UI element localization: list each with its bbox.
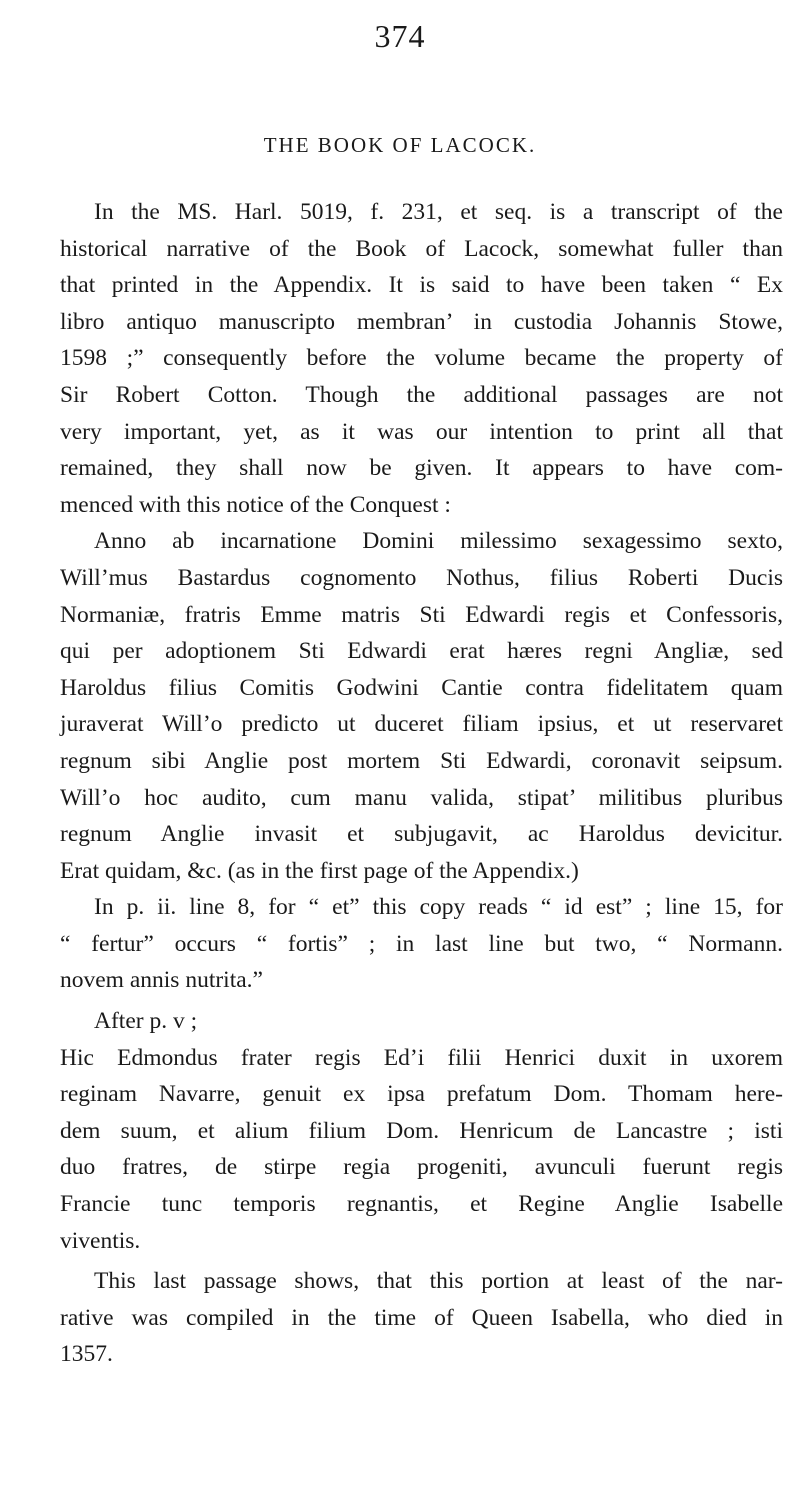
- paragraph-latin-edmondus: [26, 1040, 783, 1260]
- text-line: regnum Anglie invasit et subjugavit, ac Haroldus devicitur.: [60, 821, 783, 848]
- text-line: 1598 ;” consequently before the volume became the property of: [60, 345, 783, 372]
- text-line: viventis.: [60, 1227, 141, 1254]
- text-line: historical narrative of the Book of Lacock, somewhat fuller than: [60, 235, 783, 262]
- text-line: rative was compiled in the time of Queen Isabella, who died in: [60, 1304, 783, 1331]
- text-line: dem suum, et alium filium Dom. Henricum de Lancastre ; isti: [60, 1117, 783, 1144]
- text-line: Erat quidam, &c. (as in the first page of the Appendix.): [60, 857, 579, 884]
- paragraph-intro: [26, 194, 783, 523]
- body-text: [26, 194, 783, 1373]
- text-line: menced with this notice of the Conquest :: [60, 491, 451, 518]
- paragraph-latin-conquest: [26, 523, 783, 889]
- text-line: Will’mus Bastardus cognomento Nothus, filius Roberti Ducis: [60, 564, 783, 591]
- text-line: regnum sibi Anglie post mortem Sti Edwardi, coronavit seipsum.: [60, 747, 783, 774]
- text-line: Haroldus filius Comitis Godwini Cantie contra fidelitatem quam: [60, 674, 783, 701]
- text-line: This last passage shows, that this portion at least of the nar-: [94, 1268, 783, 1295]
- text-line: Will’o hoc audito, cum manu valida, stipat’ militibus pluribus: [60, 784, 783, 811]
- text-line: After p. v ;: [94, 1008, 198, 1035]
- paragraph-conclusion: [26, 1263, 783, 1373]
- text-line: libro antiquo manuscripto membran’ in custodia Johannis Stowe,: [60, 308, 783, 335]
- text-line: Normaniæ, fratris Emme matris Sti Edwardi regis et Confessoris,: [60, 601, 783, 628]
- text-line: Francie tunc temporis regnantis, et Regine Anglie Isabelle: [60, 1191, 783, 1218]
- text-line: “ fertur” occurs “ fortis” ; in last line but two, “ Normann.: [60, 930, 783, 957]
- text-line: that printed in the Appendix. It is said to have been taken “ Ex: [60, 272, 783, 299]
- text-line: Sir Robert Cotton. Though the additional passages are not: [60, 381, 783, 408]
- paragraph-variants: [26, 889, 783, 999]
- text-line: Hic Edmondus frater regis Ed’i filii Henrici duxit in uxorem: [60, 1044, 783, 1071]
- text-line: In p. ii. line 8, for “ et” this copy reads “ id est” ; line 15, for: [94, 894, 783, 921]
- text-line: very important, yet, as it was our intention to print all that: [60, 418, 783, 445]
- text-line: juraverat Will’o predicto ut duceret filiam ipsius, et ut reservaret: [60, 711, 783, 738]
- text-line: duo fratres, de stirpe regia progeniti, avunculi fuerunt regis: [60, 1154, 783, 1181]
- text-line: Anno ab incarnatione Domini milessimo sexagessimo sexto,: [94, 528, 783, 555]
- chapter-title: THE BOOK OF LACOCK.: [263, 133, 537, 157]
- text-line: 1357.: [60, 1341, 113, 1368]
- text-line: qui per adoptionem Sti Edwardi erat hæres regni Angliæ, sed: [60, 638, 783, 665]
- page-number: 374: [374, 18, 426, 54]
- text-line: remained, they shall now be given. It appears to have com-: [60, 455, 783, 482]
- text-line: novem annis nutrita.”: [60, 967, 263, 994]
- text-line: In the MS. Harl. 5019, f. 231, et seq. is a transcript of the: [94, 199, 783, 225]
- text-line: reginam Navarre, genuit ex ipsa prefatum Dom. Thomam here-: [60, 1081, 783, 1108]
- paragraph-after-p-v: [26, 1003, 783, 1040]
